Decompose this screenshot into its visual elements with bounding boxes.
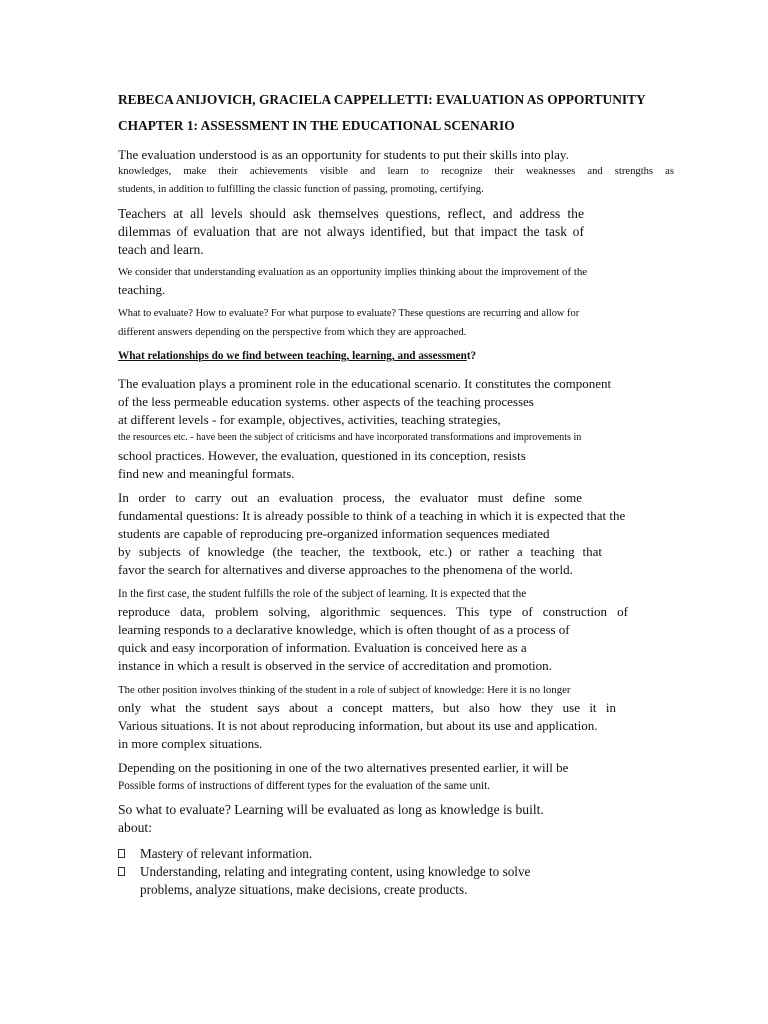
list-item-text: Understanding, relating and integrating content, using knowledge to solve (140, 864, 531, 879)
bullet-list (118, 845, 674, 899)
text-line: In order to carry out an evaluation process, the evaluator must define some (118, 490, 582, 505)
section-heading-underlined: What relationships do we find between teaching, learning, and assessmen (118, 350, 467, 362)
section-heading-tail: t? (466, 350, 477, 362)
text-line: What to evaluate? How to evaluate? For what purpose to evaluate? These questions are recurring and allow for (118, 308, 580, 319)
text-line: of the less permeable education systems. other aspects of the teaching processes (118, 394, 534, 409)
document-title: REBECA ANIJOVICH, GRACIELA CAPPELLETTI: EVALUATION AS OPPORTUNITY (118, 92, 646, 107)
paragraph-opportunity (118, 263, 674, 299)
text-line: the resources etc. - have been the subject of criticisms and have incorporated transformations and improvements in (118, 432, 582, 443)
list-item (118, 863, 674, 899)
text-line: learning responds to a declarative knowledge, which is often thought of as a process of (118, 622, 570, 637)
text-line: students are capable of reproducing pre-organized information sequences mediated (118, 526, 550, 541)
text-line: fundamental questions: It is already possible to think of a teaching in which it is expected that the (118, 508, 626, 523)
paragraph-evaluation-role (118, 375, 674, 483)
text-line: teaching. (118, 282, 166, 297)
paragraph-what-to-evaluate (118, 801, 674, 837)
paragraph-questions (118, 305, 674, 341)
text-line: dilemmas of evaluation that are not always identified, but that impact the task of (118, 224, 584, 239)
text-line: quick and easy incorporation of information. Evaluation is conceived here as a (118, 640, 527, 655)
bullet-box-icon (118, 867, 125, 876)
text-line: Various situations. It is not about reproducing information, but about its use and application. (118, 718, 598, 733)
list-item-text: problems, analyze situations, make decisions, create products. (140, 882, 468, 897)
paragraph-first-case (118, 585, 674, 675)
text-line: about: (118, 820, 152, 835)
paragraph-teachers (118, 205, 584, 259)
text-line: The other position involves thinking of the student in a role of subject of knowledge: Here it is no longer (118, 684, 571, 696)
text-line: knowledges, make their achievements visible and learn to recognize their weaknesses and strengths as (118, 166, 674, 177)
paragraph-evaluation-process (118, 489, 674, 579)
text-line: Teachers at all levels should ask themselves questions, reflect, and address the (118, 206, 584, 221)
paragraph-positioning (118, 759, 674, 795)
chapter-heading: CHAPTER 1: ASSESSMENT IN THE EDUCATIONAL SCENARIO (118, 118, 515, 133)
text-line: in more complex situations. (118, 736, 263, 751)
text-line: So what to evaluate? Learning will be evaluated as long as knowledge is built. (118, 802, 544, 817)
text-line: different answers depending on the perspective from which they are approached. (118, 326, 467, 338)
text-line: only what the student says about a concept matters, but also how they use it in (118, 700, 616, 715)
section-heading (118, 347, 674, 365)
bullet-box-icon (118, 849, 125, 858)
paragraph-other-position (118, 681, 674, 753)
text-line: instance in which a result is observed in the service of accreditation and promotion. (118, 658, 552, 673)
text-line: Possible forms of instructions of different types for the evaluation of the same unit. (118, 780, 491, 792)
text-line: The evaluation plays a prominent role in the educational scenario. It constitutes the component (118, 376, 612, 391)
text-line: at different levels - for example, objectives, activities, teaching strategies, (118, 412, 501, 427)
text-line: reproduce data, problem solving, algorithmic sequences. This type of construction of (118, 604, 628, 619)
text-line: We consider that understanding evaluation as an opportunity implies thinking about the improvement of the (118, 266, 588, 278)
text-line: Depending on the positioning in one of the two alternatives presented earlier, it will be (118, 760, 569, 775)
list-item (118, 845, 674, 863)
list-item-text: Mastery of relevant information. (140, 846, 313, 861)
text-line: teach and learn. (118, 242, 204, 257)
text-line: school practices. However, the evaluation, questioned in its conception, resists (118, 448, 526, 463)
text-line: The evaluation understood is as an opportunity for students to put their skills into play. (118, 147, 569, 162)
text-line: favor the search for alternatives and diverse approaches to the phenomena of the world. (118, 562, 573, 577)
paragraph-intro (118, 146, 674, 199)
text-line: find new and meaningful formats. (118, 466, 295, 481)
document-page (118, 92, 674, 899)
text-line: by subjects of knowledge (the teacher, the textbook, etc.) or rather a teaching that (118, 544, 602, 559)
text-line: In the first case, the student fulfills the role of the subject of learning. It is expected that the (118, 588, 527, 600)
text-line: students, in addition to fulfilling the classic function of passing, promoting, certifying. (118, 184, 484, 195)
